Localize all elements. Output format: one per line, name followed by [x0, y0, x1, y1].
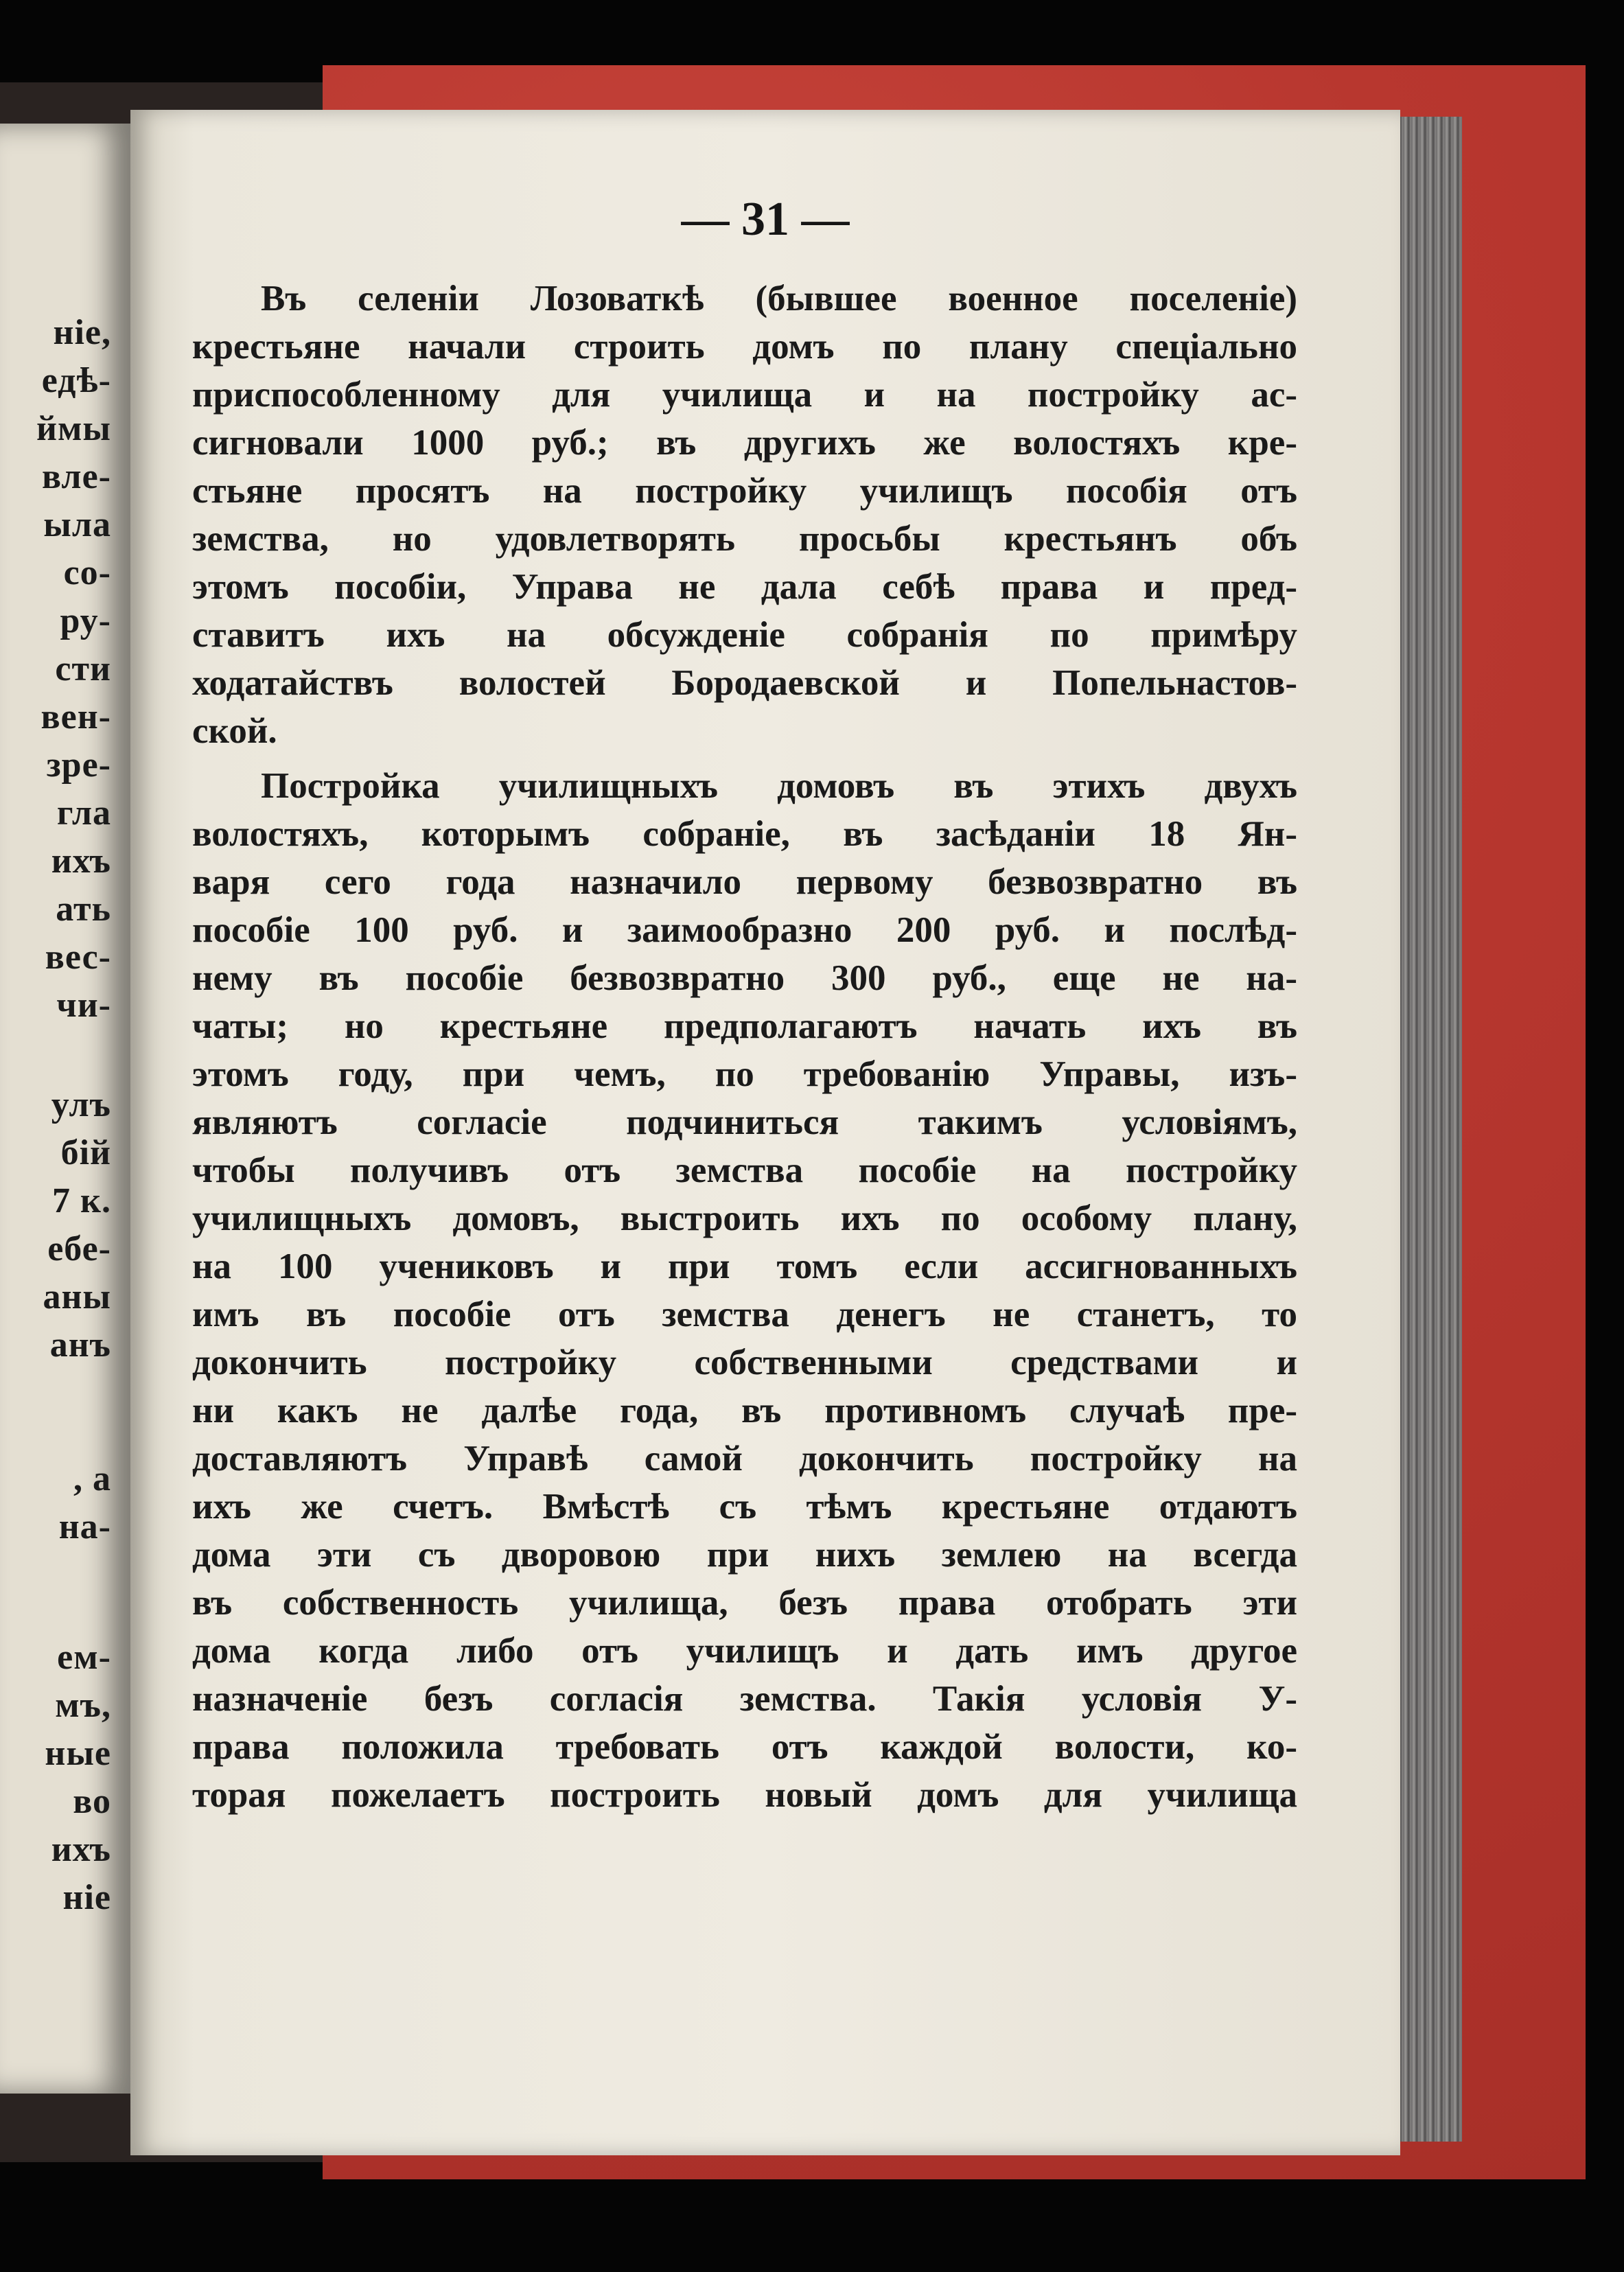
left-page-fragment: аны — [43, 1277, 111, 1317]
left-page-fragment: ніе — [62, 1878, 111, 1917]
left-page-fragment: вле- — [42, 457, 111, 496]
text-line: въ собственность училища, безъ права отобрать эти — [192, 1583, 1297, 1623]
text-line: ни какъ не далѣе года, въ противномъ случаѣ пре- — [192, 1391, 1297, 1430]
text-line: Постройка училищныхъ домовъ въ этихъ двухъ — [261, 766, 1297, 806]
previous-page-edge — [0, 124, 130, 2094]
left-page-fragment: ймы — [36, 409, 111, 448]
text-line: чтобы получивъ отъ земства пособіе на постройку — [192, 1150, 1297, 1190]
left-page-fragment: ные — [45, 1734, 111, 1773]
text-line: дома эти съ дворовою при нихъ землею на всегда — [192, 1535, 1297, 1575]
left-page-fragment: улъ — [51, 1085, 111, 1124]
left-page-fragment: едѣ- — [41, 361, 111, 400]
text-line: училищныхъ домовъ, выстроить ихъ по особому плану, — [192, 1198, 1297, 1238]
text-line: крестьяне начали строить домъ по плану спеціально — [192, 327, 1297, 367]
text-line: ихъ же счетъ. Вмѣстѣ съ тѣмъ крестьяне отдаютъ — [192, 1487, 1297, 1527]
left-page-fragment: сти — [55, 649, 111, 688]
left-page-fragment: ыла — [43, 505, 111, 544]
text-line: варя сего года назначило первому безвозвратно въ — [192, 862, 1297, 902]
text-line: торая пожелаетъ построить новый домъ для училища — [192, 1775, 1297, 1815]
left-page-fragment: гла — [56, 793, 111, 833]
text-line: этомъ году, при чемъ, по требованію Управы, изъ- — [192, 1054, 1297, 1094]
left-page-fragment: на- — [58, 1507, 111, 1546]
text-line: этомъ пособіи, Управа не дала себѣ права и пред- — [192, 567, 1297, 607]
text-line: докончить постройку собственными средствами и — [192, 1343, 1297, 1382]
text-line: ходатайствъ волостей Бородаевской и Попельнастов- — [192, 663, 1297, 703]
text-line: Въ селеніи Лозоваткѣ (бывшее военное поселеніе) — [261, 279, 1297, 318]
left-page-fragment: со- — [63, 553, 111, 592]
text-line: доставляютъ Управѣ самой докончить постройку на — [192, 1439, 1297, 1479]
text-line: нему въ пособіе безвозвратно 300 руб., еще не на- — [192, 958, 1297, 998]
left-page-fragment: ем- — [57, 1638, 111, 1677]
text-line: пособіе 100 руб. и заимообразно 200 руб. и послѣд- — [192, 910, 1297, 950]
left-page-fragment: анъ — [49, 1325, 111, 1365]
left-page-fragment: вес- — [45, 938, 111, 977]
text-line: дома когда либо отъ училищъ и дать имъ другое — [192, 1631, 1297, 1671]
text-line: волостяхъ, которымъ собраніе, въ засѣданіи 18 Ян- — [192, 814, 1297, 854]
text-line: на 100 учениковъ и при томъ если ассигнованныхъ — [192, 1247, 1297, 1286]
left-page-fragment: вен- — [40, 697, 111, 737]
text-line: сигновали 1000 руб.; въ другихъ же волостяхъ кре- — [192, 423, 1297, 463]
text-line: ставитъ ихъ на обсужденіе собранія по примѣру — [192, 615, 1297, 655]
left-page-fragment: , а — [73, 1459, 111, 1498]
left-page-fragment: ебе- — [47, 1229, 111, 1268]
book-page — [130, 110, 1400, 2155]
text-line: стьяне просятъ на постройку училищъ пособія отъ — [192, 471, 1297, 511]
text-line: ской. — [192, 711, 277, 751]
left-page-fragment: во — [73, 1782, 111, 1821]
left-page-fragment: бій — [60, 1133, 111, 1172]
text-line: приспособленному для училища и на постройку ас- — [192, 375, 1297, 415]
left-page-fragment: 7 к. — [52, 1181, 111, 1220]
left-page-fragment: зре- — [46, 745, 111, 785]
text-line: права положила требовать отъ каждой волости, ко- — [192, 1727, 1297, 1767]
text-line: назначеніе безъ согласія земства. Такія условія У- — [192, 1679, 1297, 1719]
left-page-fragment: ихъ — [51, 842, 111, 881]
text-line: являютъ согласіе подчиниться такимъ условіямъ, — [192, 1102, 1297, 1142]
text-line: земства, но удовлетворять просьбы крестьянъ объ — [192, 519, 1297, 559]
left-page-fragment: мъ, — [55, 1686, 111, 1725]
left-page-fragment: ру- — [60, 601, 111, 640]
left-page-fragment: ніе, — [53, 313, 111, 352]
left-page-fragment: ать — [56, 890, 111, 929]
page-number: — 31 — — [681, 193, 850, 246]
left-page-fragment: чи- — [56, 986, 111, 1025]
text-line: имъ въ пособіе отъ земства денегъ не станетъ, то — [192, 1295, 1297, 1334]
text-line: чаты; но крестьяне предполагаютъ начать ихъ въ — [192, 1006, 1297, 1046]
left-page-fragment: ихъ — [51, 1830, 111, 1869]
